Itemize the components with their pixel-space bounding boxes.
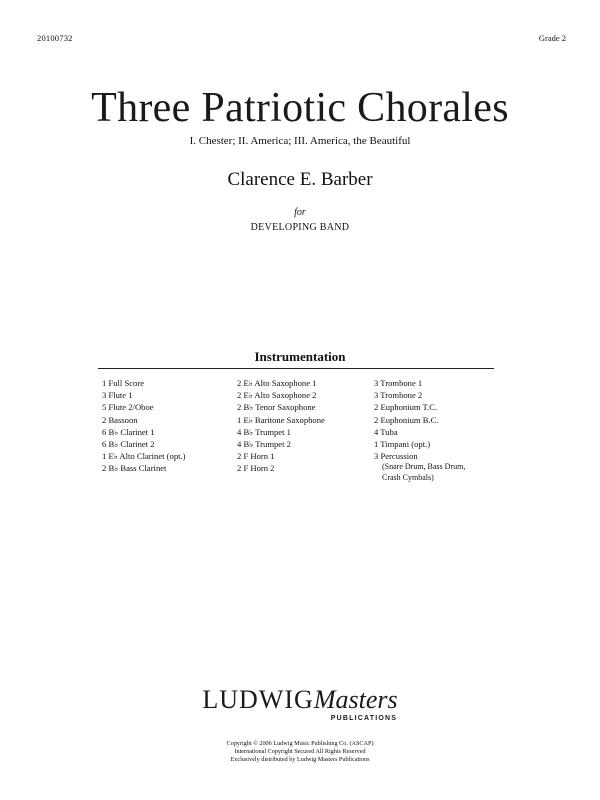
composer-name: Clarence E. Barber — [227, 169, 373, 190]
copyright-notice — [0, 740, 600, 764]
instrument-part: 1 Timpani (opt.) — [374, 439, 431, 450]
instrument-part: 3 Trombone 2 — [374, 390, 423, 401]
for-label: for — [294, 207, 306, 218]
instrumentation-column-2 — [237, 377, 325, 475]
instrument-part: 2 B♭ Tenor Saxophone — [237, 402, 316, 413]
instrument-part: 1 Full Score — [102, 378, 145, 388]
publisher-logo — [0, 686, 600, 723]
grade-label: Grade 2 — [538, 33, 566, 43]
instrument-part: 1 E♭ Alto Clarinet (opt.) — [102, 451, 186, 462]
instrument-part: 2 Euphonium B.C. — [374, 414, 439, 425]
score-subtitle: I. Chester; II. America; III. America, the Beautiful — [189, 135, 411, 147]
instrument-part: 3 Flute 1 — [102, 390, 133, 401]
instrument-part: 3 Trombone 1 — [374, 378, 423, 388]
instrument-part: 2 F Horn 1 — [237, 451, 275, 462]
instrument-part: 2 B♭ Bass Clarinet — [102, 463, 167, 474]
ensemble-name: DEVELOPING BAND — [250, 222, 350, 233]
instrumentation-divider — [98, 368, 494, 369]
catalog-number: 20100732 — [37, 33, 73, 43]
instrument-part: 6 B♭ Clarinet 2 — [102, 439, 155, 450]
instrument-part: 2 Bassoon — [102, 414, 138, 425]
instrumentation-column-3 — [374, 377, 465, 483]
instrument-part: 1 E♭ Baritone Saxophone — [237, 414, 325, 425]
instrument-part: 5 Flute 2/Oboe — [102, 402, 154, 413]
percussion-detail: Crash Cymbals) — [382, 472, 434, 482]
logo-masters: Masters — [313, 685, 398, 714]
instrument-part: 6 B♭ Clarinet 1 — [102, 426, 155, 437]
score-title: Three Patriotic Chorales — [91, 85, 509, 131]
copyright-line: Copyright © 2006 Ludwig Music Publishing Co. (ASCAP) — [226, 740, 374, 747]
copyright-line: Exclusively distributed by Ludwig Masters Publications — [230, 756, 370, 763]
logo-ludwig: LUDWIG — [202, 685, 314, 714]
instrumentation-column-1 — [102, 377, 186, 475]
instrument-part: 3 Percussion — [374, 451, 418, 462]
instrument-part: 4 Tuba — [374, 426, 398, 437]
instrument-part: 2 F Horn 2 — [237, 463, 275, 474]
copyright-line: International Copyright Secured All Rights Reserved — [234, 748, 366, 755]
instrument-part: 2 E♭ Alto Saxophone 2 — [237, 390, 317, 401]
logo-publications: PUBLICATIONS — [330, 715, 398, 722]
instrumentation-heading: Instrumentation — [254, 349, 346, 364]
instrument-part: 4 B♭ Trumpet 1 — [237, 426, 291, 437]
instrument-part: 4 B♭ Trumpet 2 — [237, 439, 291, 450]
instrument-part: 2 E♭ Alto Saxophone 1 — [237, 378, 317, 388]
instrument-part: 2 Euphonium T.C. — [374, 402, 438, 413]
percussion-detail: (Snare Drum, Bass Drum, — [382, 462, 466, 472]
